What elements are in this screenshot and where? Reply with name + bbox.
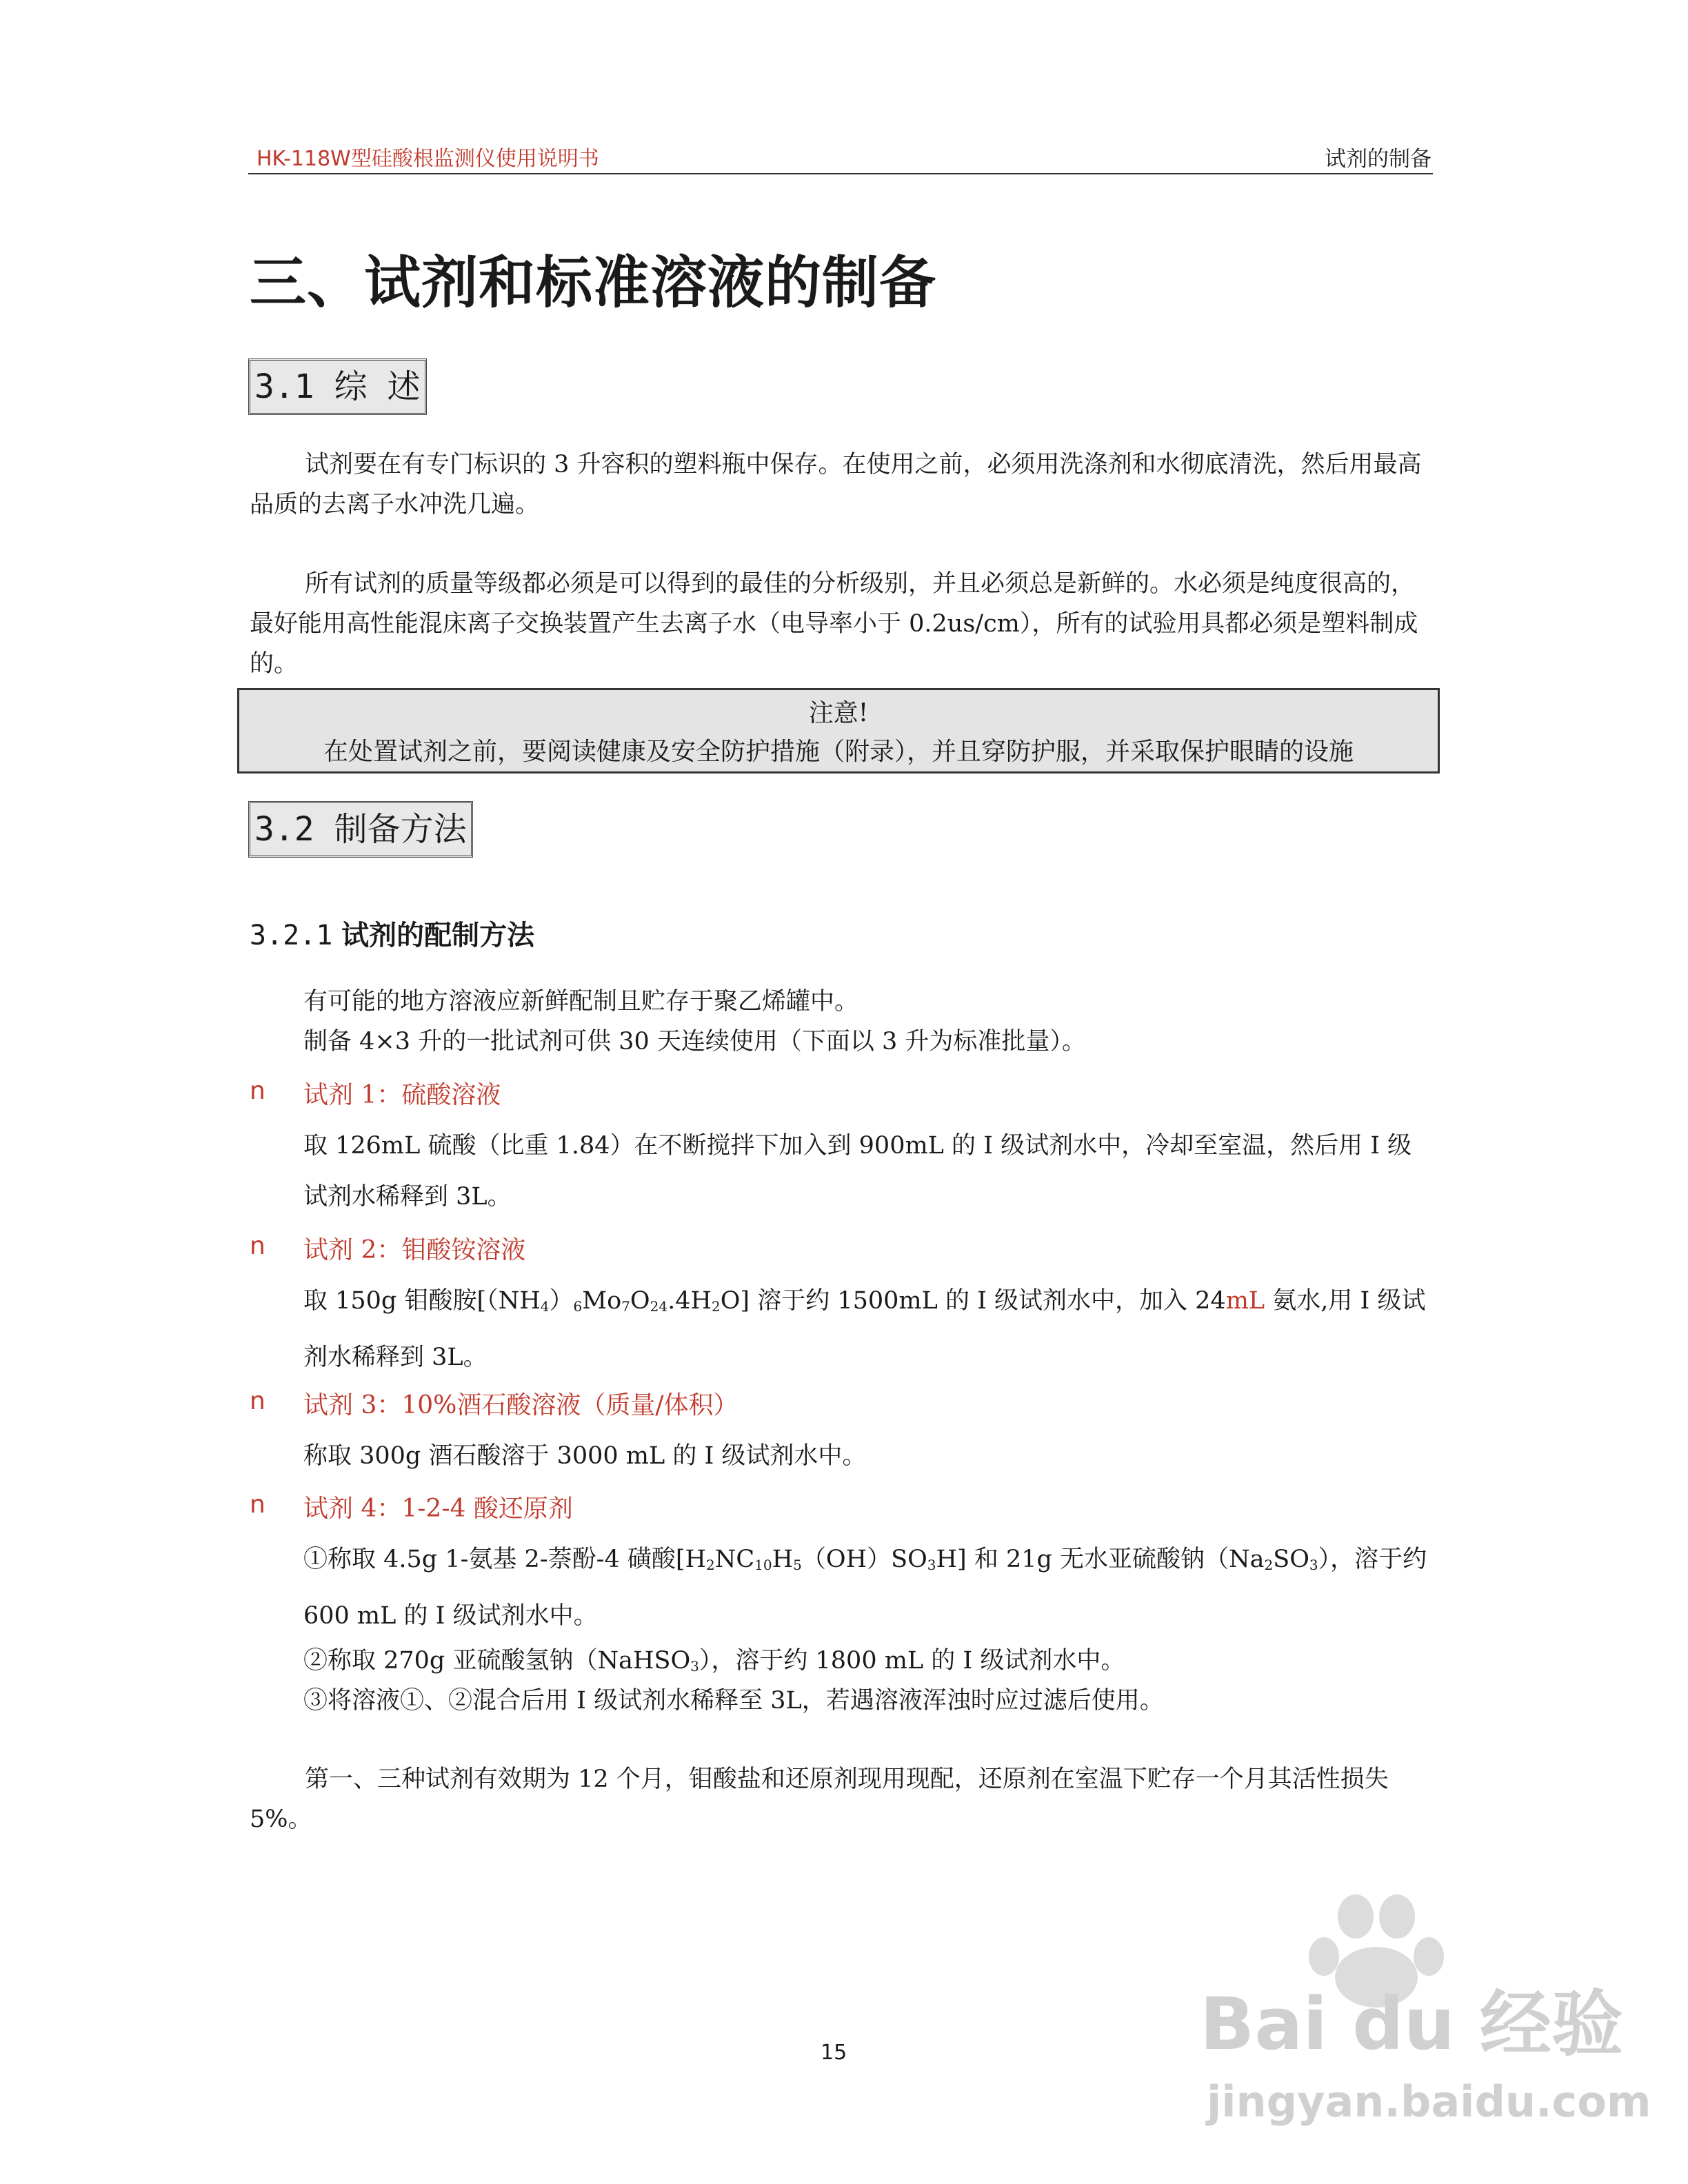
reagent-4-step-1: ①称取 4.5g 1-氨基 2-萘酚-4 磺酸$[H_2NC_{10}H_5(OH)SO_3H]$ 和 21g 无水亚硫酸钠$(Na_2SO_3)$，溶于约 600 mL 的 I 级试剂水中。 — [303, 1546, 1427, 1630]
chapter-title: 三、试剂和标准溶液的制备 — [250, 250, 937, 316]
section-3-1-paragraph-1: 试剂要在有专门标识的 3 升容积的塑料瓶中保存。在使用之前，必须用洗涤剂和水彻底清洗，然后用最高品质的去离子水冲洗几遍。 — [250, 451, 1422, 518]
reagent-3-title: 试剂 3：10%酒石酸溶液（质量/体积） — [303, 1391, 738, 1419]
page-number: 15 — [821, 2041, 847, 2065]
safety-notice-box — [237, 688, 1440, 774]
reagent-1-title: 试剂 1：硫酸溶液 — [303, 1081, 501, 1109]
subsection-intro-1: 有可能的地方溶液应新鲜配制且贮存于聚乙烯罐中。 — [303, 988, 859, 1015]
notice-text: 在处置试剂之前，要阅读健康及安全防护措施（附录），并且穿防护服，并采取保护眼睛的设施 — [323, 738, 1354, 766]
watermark-url: jingyan.baidu.com — [1207, 2076, 1651, 2127]
section-3-1-paragraph-2: 所有试剂的质量等级都必须是可以得到的最佳的分析级别，并且必须总是新鲜的。水必须是纯度很高的，最好能用高性能混床离子交换装置产生去离子水（电导率小于 0.2us/cm），所有的试验用具都必须是塑料制成的。 — [250, 570, 1418, 678]
header-divider — [248, 173, 1433, 174]
reagent-4-step-3: ③将溶液①、②混合后用 I 级试剂水稀释至 3L，若遇溶液浑浊时应过滤后使用。 — [303, 1687, 1164, 1715]
header-doc-title: HK-118W型硅酸根监测仪使用说明书 — [257, 147, 599, 171]
watermark-brand: Bai du 经验 — [1200, 1982, 1623, 2066]
subsection-title: 试剂的配制方法 — [341, 920, 535, 951]
reagent-3-body: 称取 300g 酒石酸溶于 3000 mL 的 I 级试剂水中。 — [303, 1442, 867, 1470]
closing-paragraph: 第一、三种试剂有效期为 12 个月，钼酸盐和还原剂现用现配，还原剂在室温下贮存一个月其活性损失 5%。 — [250, 1766, 1389, 1833]
subsection-3-2-1-heading — [250, 913, 534, 953]
reagent-2-title: 试剂 2：钼酸铵溶液 — [303, 1236, 526, 1264]
reagent-4-step-2: ②称取 270g 亚硫酸氢钠（NaHSO$_3$），溶于约 1800 mL 的 I 级试剂水中。 — [303, 1647, 1125, 1675]
reagent-4-title: 试剂 4：1-2-4 酸还原剂 — [303, 1495, 573, 1523]
subsection-number: 3.2.1 — [250, 920, 333, 951]
reagent-2-bullet: n — [250, 1232, 265, 1260]
reagent-4-bullet: n — [250, 1490, 265, 1519]
subsection-intro-2: 制备 4×3 升的一批试剂可供 30 天连续使用（下面以 3 升为标准批量）。 — [303, 1028, 1086, 1055]
section-3-1-heading: 3.1 综 述 — [248, 358, 427, 415]
reagent-1-body: 取 126mL 硫酸（比重 1.84）在不断搅拌下加入到 900mL 的 I 级试剂水中，冷却至室温，然后用 I 级试剂水稀释到 3L。 — [303, 1132, 1412, 1211]
section-3-2-heading: 3.2 制备方法 — [248, 801, 473, 858]
reagent-2-body: 取 150g 钼酸胺$[(NH_4)_6Mo_7O_{24}.4H_2O]$ 溶于约 1500mL 的 I 级试剂水中，加入 24mL 氨水,用 I 级试剂水稀释到 3L。 — [303, 1287, 1426, 1371]
notice-title: 注意! — [808, 699, 869, 727]
reagent-3-bullet: n — [250, 1387, 265, 1415]
reagent-1-bullet: n — [250, 1077, 265, 1105]
baidu-jingyan-watermark — [1193, 1889, 1651, 2158]
header-section-name: 试剂的制备 — [1325, 147, 1431, 172]
